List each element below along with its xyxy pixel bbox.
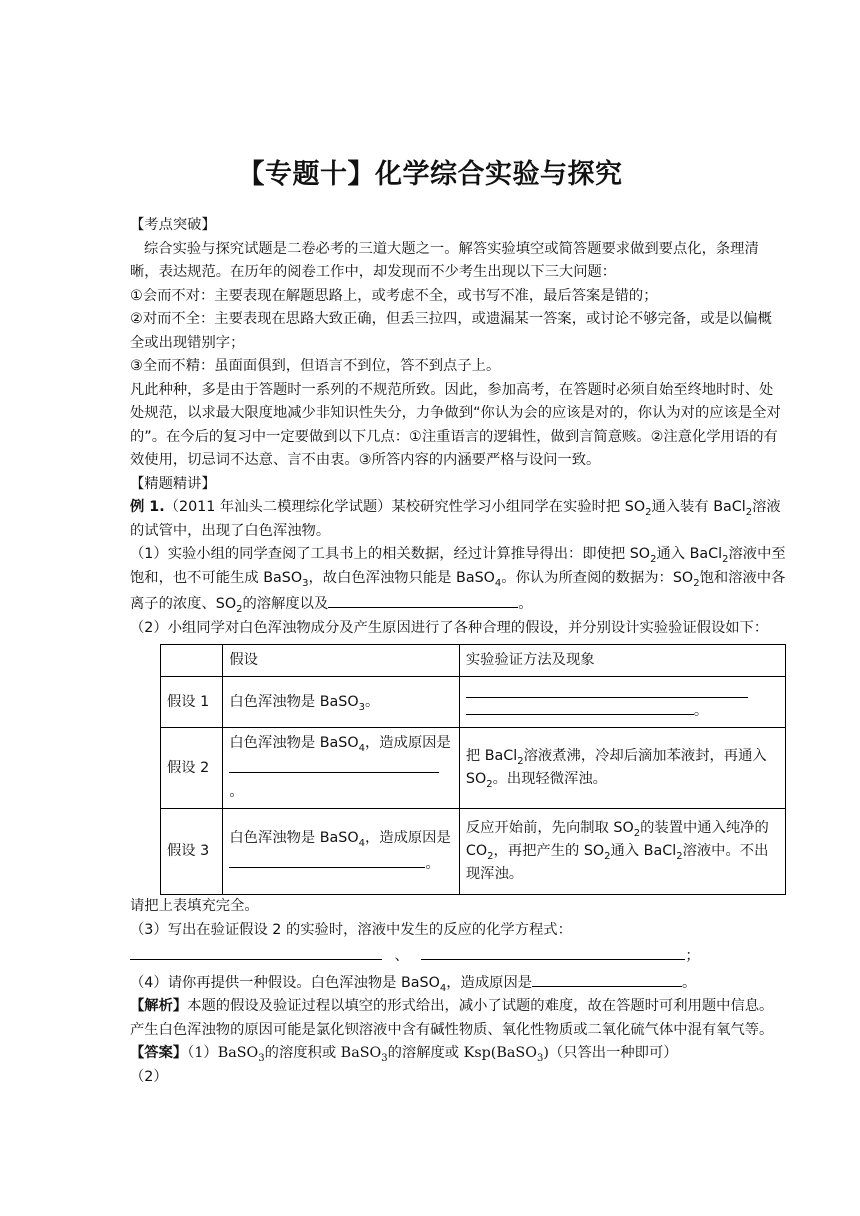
section-heading-key-points: 【考点突破】 [130, 217, 216, 233]
question-2: （2）小组同学对白色浑浊物成分及产生原因进行了各种合理的假设，并分别设计实验验证假设如下： [130, 619, 769, 636]
example-label: 例 1 [130, 499, 160, 515]
table-row [161, 728, 786, 809]
answer-blank-q1[interactable] [328, 590, 518, 608]
document-body [130, 214, 786, 1089]
row-label-3: 假设 3 [161, 809, 223, 895]
fill-table-note: 请把上表填充完全。 [130, 898, 259, 914]
header-method: 实验验证方法及现象 [459, 645, 785, 677]
analysis-paragraph: 【解析】本题的假设及验证过程以填空的形式给出，减小了试题的难度，故在答题时可利用题中信息。产生白色浑浊物的原因可能是氯化钡溶液中含有碱性物质、氧化性物质或二氧化硫气体中混有氧气等。 [130, 998, 774, 1038]
answer-blank-hyp3[interactable] [229, 850, 425, 868]
table-header-row [161, 645, 786, 677]
section-heading-examples: 【精题精讲】 [130, 475, 216, 492]
method-2: 把 BaCl$_2$溶液煮沸，冷却后滴加苯液封，再通入 $SO_2$。出现轻微浑浊。 [459, 728, 785, 809]
answer-paragraph: 【答案】（1）BaSO$_3$的溶度积或 BaSO$_3$的溶解度或 Ksp(BaSO$_3$)（只答出一种即可） [130, 1045, 678, 1064]
question-1: （1）实验小组的同学查阅了工具书上的相关数据，经过计算推导得出：即使把 $SO_2$通入 BaCl$_2$溶液中至饱和，也不可能生成 BaSO$_3$，故白色浑浊物只能是 BaSO$_4$。你认为所查阅的数据为：$SO_2$饱和溶液中各离子的浓度、$SO_2$的溶解度以及 。 [130, 546, 786, 615]
answer-blank-q4[interactable] [532, 969, 682, 987]
method-3: 反应开始前，先向制取 $SO_2$的装置中通入纯净的 $CO_2$，再把产生的 $SO_2$通入 BaCl$_2$溶液中。不出现浑浊。 [459, 809, 785, 895]
intro-paragraph: 综合实验与探究试题是二卷必考的三道大题之一。解答实验填空或简答题要求做到要点化，条理清晰，表达规范。在历年的阅卷工作中，却发现而不少考生出现以下三大问题： [130, 240, 759, 280]
hypothesis-2: 白色浑浊物是 BaSO$_4$，造成原因是 。 [223, 728, 460, 809]
row-label-2: 假设 2 [161, 728, 223, 809]
table-row [161, 809, 786, 895]
problem-point-2: ②对而不全：主要表现在思路大致正确，但丢三拉四，或遗漏某一答案，或讨论不够完备，或是以偏概全或出现错别字； [130, 311, 772, 351]
answer-part-2: （2） [130, 1068, 168, 1085]
analysis-heading: 【解析】 [130, 998, 188, 1014]
hypothesis-3: 白色浑浊物是 BaSO$_4$，造成原因是 。 [223, 809, 460, 895]
answer-blank-q3-a[interactable] [130, 942, 382, 960]
question-4: （4）请你再提供一种假设。白色浑浊物是 BaSO$_4$，造成原因是 。 [130, 969, 786, 996]
question-3: （3）写出在验证假设 2 的实验时，溶液中发生的反应的化学方程式： [130, 921, 572, 938]
hypothesis-table [160, 644, 786, 895]
problem-point-1: ①会而不对：主要表现在解题思路上，或考虑不全，或书写不准，最后答案是错的； [130, 287, 658, 304]
answer-blank-q3-b[interactable] [421, 942, 685, 960]
page-title: 【专题十】化学综合实验与探究 [237, 159, 623, 190]
method-1-blank[interactable]: 。 [459, 677, 785, 728]
header-hypothesis: 假设 [223, 645, 460, 677]
example-1-intro: 例 1.（2011 年汕头二模理综化学试题）某校研究性学习小组同学在实验时把 $SO_2$通入装有 BaCl$_2$溶液的试管中，出现了白色浑浊物。 [130, 499, 781, 539]
question-3-blanks: 、 ； [130, 942, 786, 969]
answer-blank-hyp2[interactable] [229, 755, 439, 773]
row-label-1: 假设 1 [161, 677, 223, 728]
table-row [161, 677, 786, 728]
answer-heading: 【答案】 [130, 1045, 188, 1061]
hypothesis-1: 白色浑浊物是 BaSO$_3$。 [223, 677, 460, 728]
problem-point-3: ③全而不精：虽面面俱到，但语言不到位，答不到点子上。 [130, 358, 501, 374]
summary-paragraph: 凡此种种，多是由于答题时一系列的不规范所致。因此，参加高考，在答题时必须自始至终地时时、处处规范，以求最大限度地减少非知识性失分，力争做到“你认为会的应该是对的，你认为对的应该是全对的”。在今后的复习中一定要做到以下几点：①注重语言的逻辑性，做到言简意赅。②注意化学用语的有效使用，切忌词不达意、言不由衷。③所答内容的内涵要严格与设问一致。 [130, 381, 781, 468]
